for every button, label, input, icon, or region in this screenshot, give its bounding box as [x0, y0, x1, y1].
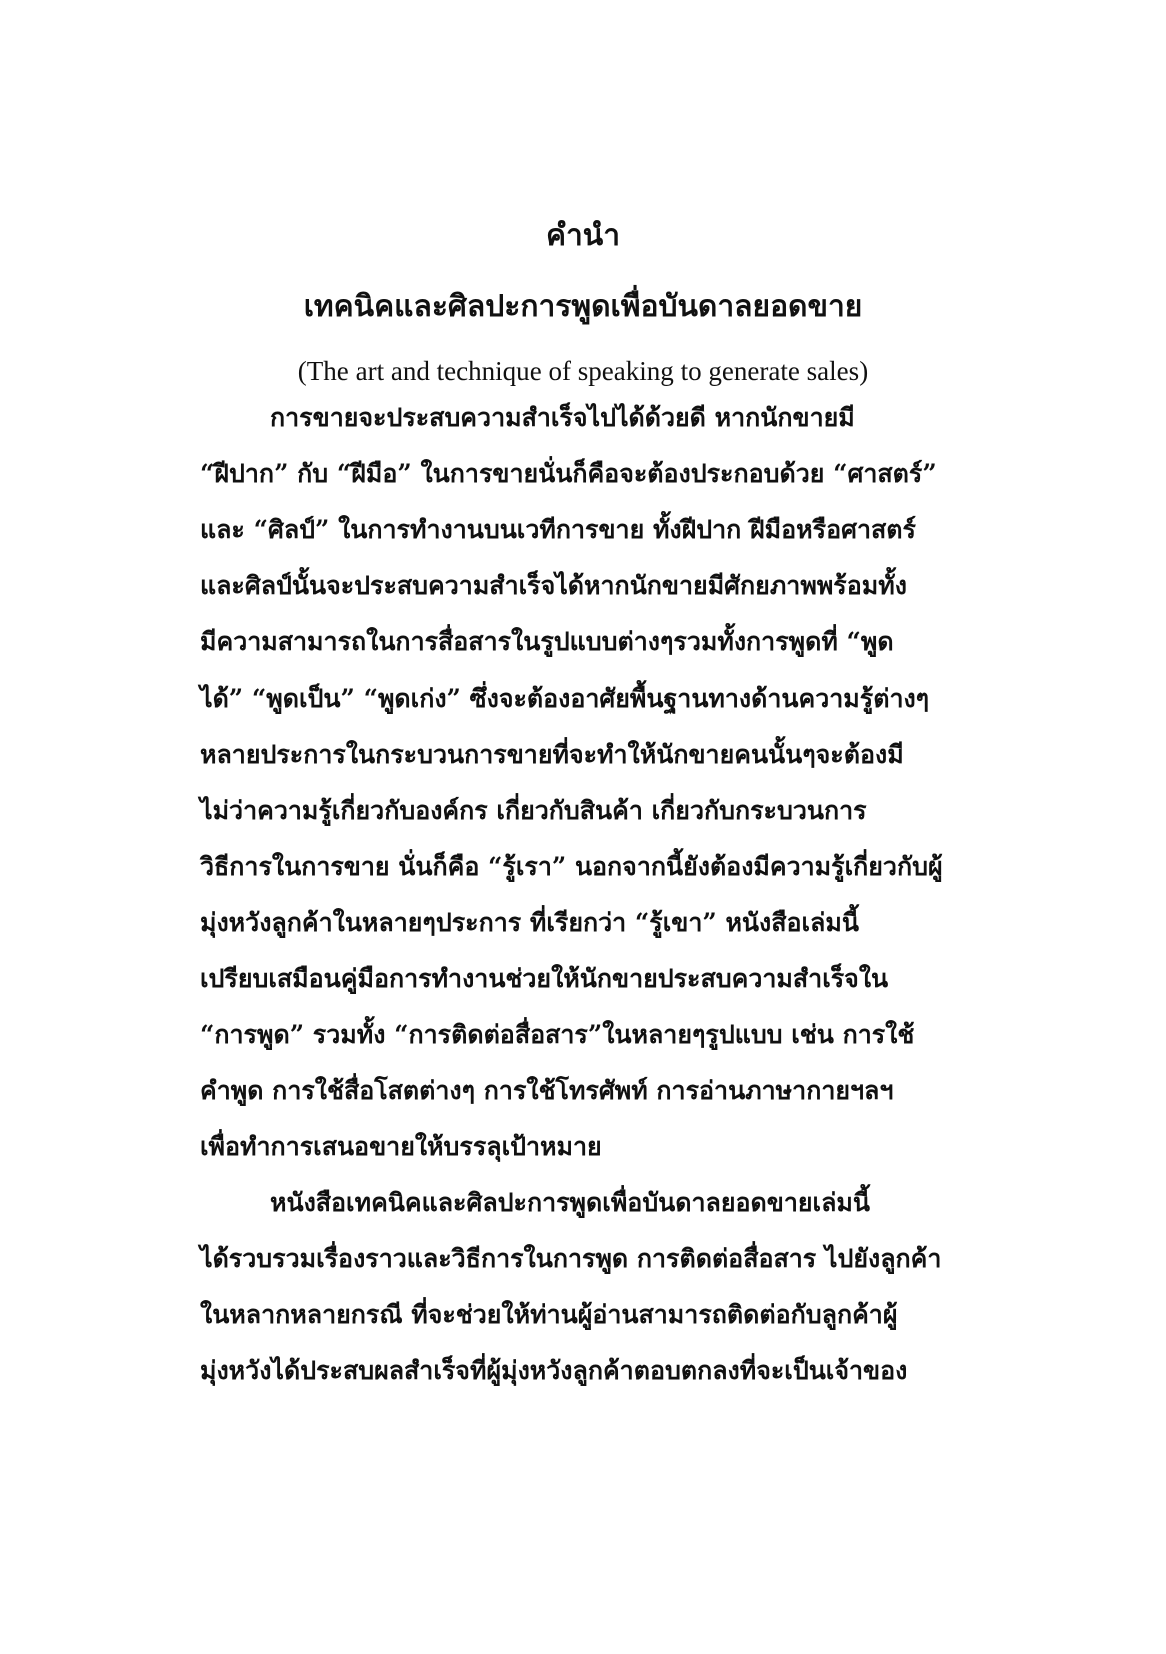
text-line: มีความสามารถในการสื่อสารในรูปแบบต่างๆรวมทั้งการพูดที่ “พูด: [200, 627, 894, 656]
text-line: เพื่อทำการเสนอขายให้บรรลุเป้าหมาย: [200, 1132, 602, 1161]
text-line: ได้” “พูดเป็น” “พูดเก่ง” ซึ่งจะต้องอาศัยพื้นฐานทางด้านความรู้ต่างๆ: [200, 684, 930, 713]
text-line: ในหลากหลายกรณี ที่จะช่วยให้ท่านผู้อ่านสามารถติดต่อกับลูกค้าผู้: [200, 1300, 898, 1329]
text-line: “ฝีปาก” กับ “ฝีมือ” ในการขายนั่นก็คือจะต้องประกอบด้วย “ศาสตร์”: [200, 459, 937, 488]
page-title: คำนำ: [545, 218, 621, 253]
text-line: มุ่งหวังลูกค้าในหลายๆประการ ที่เรียกว่า “รู้เขา” หนังสือเล่มนี้: [200, 908, 859, 937]
text-line: มุ่งหวังได้ประสบผลสำเร็จที่ผู้มุ่งหวังลูกค้าตอบตกลงที่จะเป็นเจ้าของ: [200, 1356, 908, 1385]
english-title: (The art and technique of speaking to generate sales): [297, 356, 869, 386]
text-line: และศิลป์นั้นจะประสบความสำเร็จได้หากนักขายมีศักยภาพพร้อมทั้ง: [200, 571, 907, 600]
text-line: ได้รวบรวมเรื่องราวและวิธีการในการพูด การติดต่อสื่อสาร ไปยังลูกค้า: [200, 1244, 942, 1273]
text-line: เปรียบเสมือนคู่มือการทำงานช่วยให้นักขายประสบความสำเร็จใน: [200, 964, 889, 993]
text-line: “การพูด” รวมทั้ง “การติดต่อสื่อสาร”ในหลายๆรูปแบบ เช่น การใช้: [200, 1020, 915, 1049]
text-line: และ “ศิลป์” ในการทำงานบนเวทีการขาย ทั้งฝีปาก ฝีมือหรือศาสตร์: [200, 515, 916, 544]
text-line: คำพูด การใช้สื่อโสตต่างๆ การใช้โทรศัพท์ การอ่านภาษากายฯลฯ: [200, 1076, 894, 1105]
text-line: การขายจะประสบความสำเร็จไปได้ด้วยดี หากนักขายมี: [270, 403, 855, 432]
text-line: หลายประการในกระบวนการขายที่จะทำให้นักขายคนนั้นๆจะต้องมี: [200, 740, 904, 769]
book-title: เทคนิคและศิลปะการพูดเพื่อบันดาลยอดขาย: [303, 289, 863, 324]
text-line: ไม่ว่าความรู้เกี่ยวกับองค์กร เกี่ยวกับสินค้า เกี่ยวกับกระบวนการ: [200, 796, 867, 825]
text-line: วิธีการในการขาย นั่นก็คือ “รู้เรา” นอกจากนี้ยังต้องมีความรู้เกี่ยวกับผู้: [200, 852, 943, 881]
text-line: หนังสือเทคนิคและศิลปะการพูดเพื่อบันดาลยอดขายเล่มนี้: [270, 1188, 870, 1217]
